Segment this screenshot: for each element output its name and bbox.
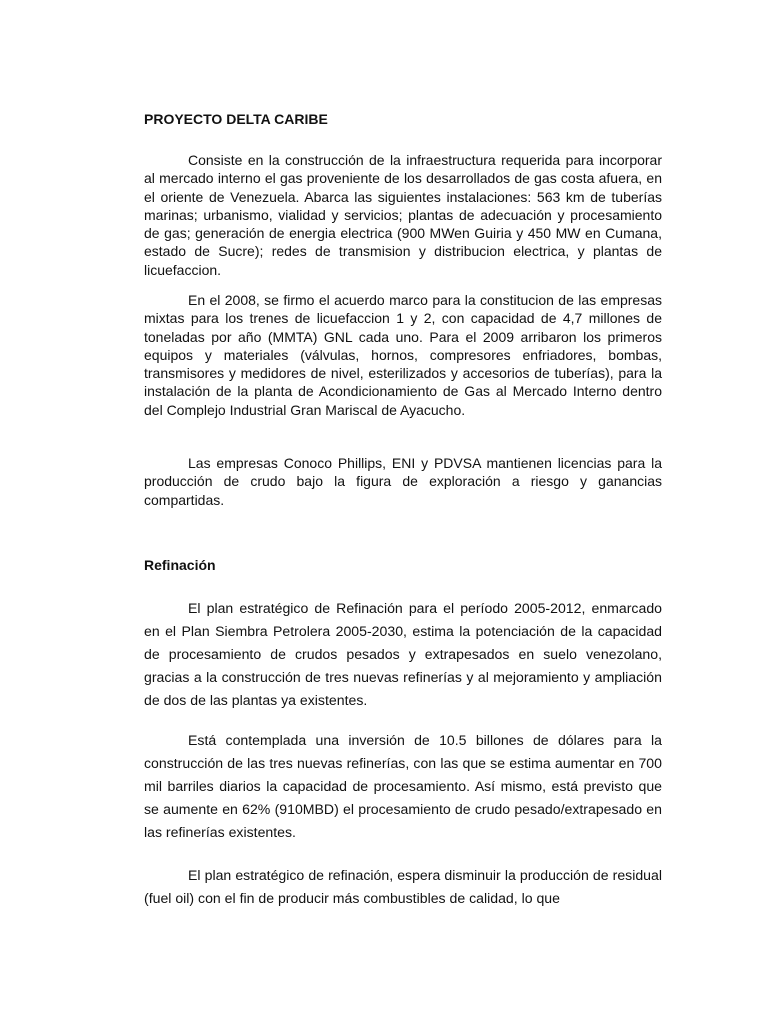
paragraph-refinacion-residual: El plan estratégico de refinación, espera disminuir la producción de residual (fuel oil) con el fin de producir más combustibles de calidad, lo que: [144, 867, 662, 906]
document-page: [144, 0, 662, 1024]
paragraph-refinacion-inversion: Está contemplada una inversión de 10.5 billones de dólares para la construcción de las tres nuevas refinerías, con las que se estima aumentar en 700 mil barriles diarios la capacidad de procesamiento. Así mismo, está previsto que se aumente en 62% (910MBD) el procesamiento de crudo pesado/extrapesado en las refinerías existentes.: [144, 732, 662, 840]
paragraph-delta-caribe-infraestructura: Consiste en la construcción de la infraestructura requerida para incorporar al mercado interno el gas proveniente de los desarrollados de gas costa afuera, en el oriente de Venezuela. Abarca las siguientes instalaciones: 563 km de tuberías marinas; urbanismo, vialidad y servicios; plantas de adecuación y procesamiento de gas; generación de energia electrica (900 MWen Guiria y 450 MW en Cumana, estado de Sucre); redes de transmision y distribucion electrica, y plantas de licuefaccion.: [144, 152, 662, 278]
section-title-proyecto-delta-caribe: PROYECTO DELTA CARIBE: [144, 111, 328, 127]
paragraph-delta-caribe-acuerdo-2008: En el 2008, se firmo el acuerdo marco para la constitucion de las empresas mixtas para los trenes de licuefaccion 1 y 2, con capacidad de 4,7 millones de toneladas por año (MMTA) GNL cada uno. Para el 2009 arribaron los primeros equipos y materiales (válvulas, hornos, compresores enfriadores, bombas, transmisores y medidores de nivel, esterilizados y accesorios de tuberías), para la instalación de la planta de Acondicionamiento de Gas al Mercado Interno dentro del Complejo Industrial Gran Mariscal de Ayacucho.: [144, 292, 662, 418]
paragraph-delta-caribe-empresas: Las empresas Conoco Phillips, ENI y PDVSA mantienen licencias para la producción de crudo bajo la figura de exploración a riesgo y ganancias compartidas.: [144, 455, 662, 508]
paragraph-refinacion-plan: El plan estratégico de Refinación para el período 2005-2012, enmarcado en el Plan Siembra Petrolera 2005-2030, estima la potenciación de la capacidad de procesamiento de crudos pesados y extrapesados en suelo venezolano, gracias a la construcción de tres nuevas refinerías y al mejoramiento y ampliación de dos de las plantas ya existentes.: [144, 600, 662, 708]
section-title-refinacion: Refinación: [144, 557, 216, 573]
